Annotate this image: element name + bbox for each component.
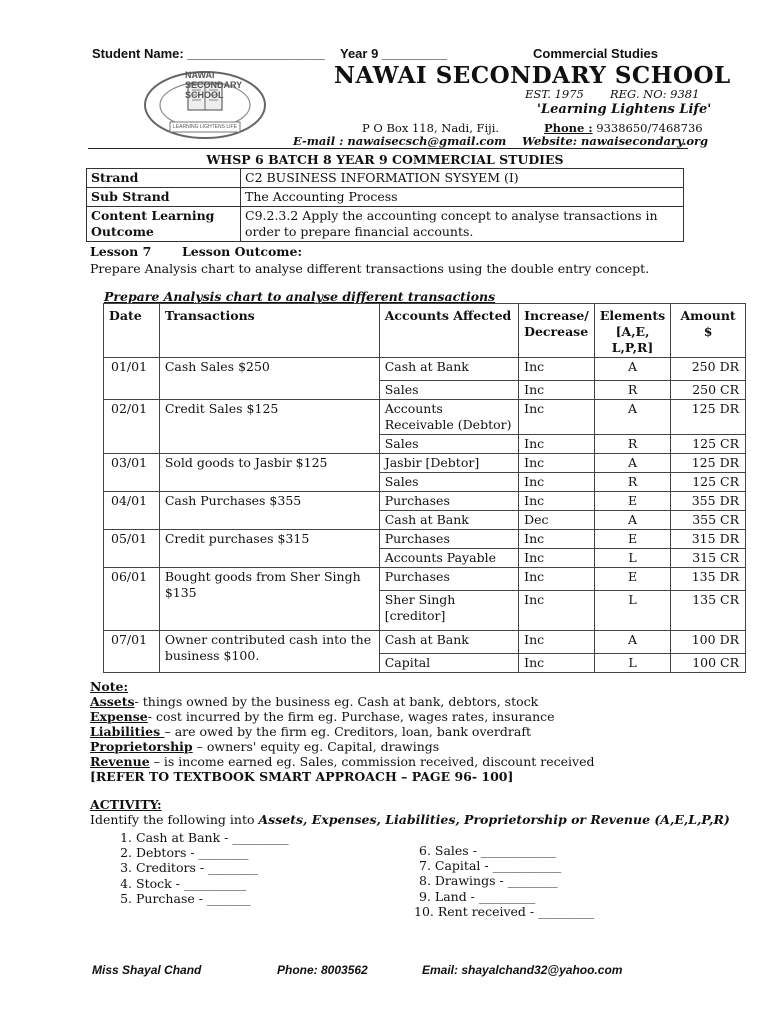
analysis-row bbox=[104, 454, 746, 473]
activity-item: 8. Drawings - ________ bbox=[419, 873, 558, 889]
school-phone: 9338650/7468736 bbox=[596, 121, 703, 135]
col-date: Date bbox=[104, 304, 160, 358]
activity-item: 6. Sales - ____________ bbox=[419, 843, 556, 858]
change-cell: Inc bbox=[519, 568, 595, 591]
change-cell: Inc bbox=[519, 435, 595, 454]
lesson-number: Lesson 7 bbox=[90, 244, 152, 259]
date-cell: 02/01 bbox=[104, 400, 160, 454]
activity-item: 1. Cash at Bank - _________ bbox=[136, 830, 289, 845]
activity-item: 7. Capital - ___________ bbox=[419, 858, 562, 874]
amount-cell: 315 CR bbox=[671, 549, 746, 568]
footer-phone: Phone: 8003562 bbox=[277, 963, 368, 977]
date-cell: 01/01 bbox=[104, 358, 160, 400]
page-title: WHSP 6 BATCH 8 YEAR 9 COMMERCIAL STUDIES bbox=[206, 152, 564, 167]
element-cell: L bbox=[594, 591, 670, 631]
info-row-outcome bbox=[87, 207, 684, 242]
activity-instruction bbox=[90, 812, 730, 827]
change-cell: Dec bbox=[519, 511, 595, 530]
analysis-header-row bbox=[104, 304, 746, 358]
analysis-row bbox=[104, 631, 746, 654]
element-cell: L bbox=[594, 549, 670, 568]
amount-cell: 355 DR bbox=[671, 492, 746, 511]
element-cell: R bbox=[594, 473, 670, 492]
amount-cell: 125 CR bbox=[671, 473, 746, 492]
activity-item: 9. Land - _________ bbox=[419, 888, 536, 904]
activity-item: 5. Purchase - _______ bbox=[136, 891, 289, 906]
account-cell: Capital bbox=[379, 654, 518, 673]
change-cell: Inc bbox=[519, 530, 595, 549]
subject-label: Commercial Studies bbox=[533, 46, 658, 61]
info-value: The Accounting Process bbox=[241, 188, 684, 207]
note-term: Assets bbox=[90, 694, 135, 709]
date-cell: 04/01 bbox=[104, 492, 160, 530]
account-cell: Purchases bbox=[379, 492, 518, 511]
activity-item: 2. Debtors - ________ bbox=[136, 845, 289, 860]
change-cell: Inc bbox=[519, 381, 595, 400]
reg-number: REG. NO: 9381 bbox=[610, 87, 700, 101]
amount-cell: 125 DR bbox=[671, 400, 746, 435]
info-key: Strand bbox=[87, 169, 241, 188]
change-cell: Inc bbox=[519, 654, 595, 673]
student-name-line: Student Name: ___________________ bbox=[92, 46, 325, 61]
analysis-row bbox=[104, 400, 746, 435]
change-cell: Inc bbox=[519, 358, 595, 381]
analysis-row bbox=[104, 530, 746, 549]
note-term: Expense bbox=[90, 709, 148, 724]
transaction-cell: Credit Sales $125 bbox=[159, 400, 379, 454]
account-cell: Jasbir [Debtor] bbox=[379, 454, 518, 473]
est-year: EST. 1975 bbox=[525, 87, 584, 101]
transaction-cell: Cash Purchases $355 bbox=[159, 492, 379, 530]
note-item-proprietorship bbox=[90, 739, 595, 754]
account-cell: Sales bbox=[379, 381, 518, 400]
activity-list-left bbox=[98, 830, 289, 906]
element-cell: R bbox=[594, 435, 670, 454]
info-row-strand bbox=[87, 169, 684, 188]
note-heading: Note: bbox=[90, 679, 129, 694]
col-amount: Amount $ bbox=[671, 304, 746, 358]
transaction-cell: Owner contributed cash into the business $100. bbox=[159, 631, 379, 673]
transaction-cell: Sold goods to Jasbir $125 bbox=[159, 454, 379, 492]
element-cell: E bbox=[594, 530, 670, 549]
transaction-cell: Bought goods from Sher Singh $135 bbox=[159, 568, 379, 631]
amount-cell: 250 DR bbox=[671, 358, 746, 381]
info-row-sub-strand bbox=[87, 188, 684, 207]
note-item-liabilities bbox=[90, 724, 595, 739]
footer-email: Email: shayalchand32@yahoo.com bbox=[422, 963, 623, 977]
element-cell: A bbox=[594, 400, 670, 435]
note-term: Liabilities bbox=[90, 724, 165, 739]
analysis-heading: Prepare Analysis chart to analyse different transactions bbox=[104, 289, 496, 304]
element-cell: A bbox=[594, 631, 670, 654]
school-name: NAWAI SECONDARY SCHOOL bbox=[334, 62, 731, 89]
instruction-prefix: Identify the following into bbox=[90, 812, 259, 827]
note-text: – owners' equity eg. Capital, drawings bbox=[192, 739, 440, 754]
note-text: – are owed by the firm eg. Creditors, loan, bank overdraft bbox=[164, 724, 531, 739]
element-cell: R bbox=[594, 381, 670, 400]
change-cell: Inc bbox=[519, 631, 595, 654]
change-cell: Inc bbox=[519, 591, 595, 631]
instruction-categories: Assets, Expenses, Liabilities, Proprietorship or Revenue (A,E,L,P,R) bbox=[258, 812, 730, 827]
school-logo bbox=[140, 68, 270, 140]
transaction-cell: Cash Sales $250 bbox=[159, 358, 379, 400]
account-cell: Cash at Bank bbox=[379, 358, 518, 381]
col-elements: Elements [A,E, L,P,R] bbox=[594, 304, 670, 358]
amount-cell: 355 CR bbox=[671, 511, 746, 530]
note-term: Proprietorship bbox=[90, 739, 193, 754]
change-cell: Inc bbox=[519, 473, 595, 492]
account-cell: Accounts Payable bbox=[379, 549, 518, 568]
account-cell: Cash at Bank bbox=[379, 511, 518, 530]
amount-cell: 135 CR bbox=[671, 591, 746, 631]
footer-teacher: Miss Shayal Chand bbox=[92, 963, 202, 977]
account-cell: Sales bbox=[379, 473, 518, 492]
analysis-table bbox=[103, 303, 746, 673]
element-cell: E bbox=[594, 568, 670, 591]
amount-cell: 315 DR bbox=[671, 530, 746, 549]
account-cell: Purchases bbox=[379, 568, 518, 591]
analysis-body bbox=[104, 358, 746, 673]
school-email: E-mail : nawaisecsch@gmail.com bbox=[293, 134, 507, 148]
activity-list-right bbox=[414, 843, 594, 919]
date-cell: 03/01 bbox=[104, 454, 160, 492]
note-term: Revenue bbox=[90, 754, 150, 769]
change-cell: Inc bbox=[519, 549, 595, 568]
date-cell: 07/01 bbox=[104, 631, 160, 673]
school-motto: 'Learning Lightens Life' bbox=[537, 102, 712, 117]
account-cell: Purchases bbox=[379, 530, 518, 549]
note-item-expense bbox=[90, 709, 595, 724]
transaction-cell: Credit purchases $315 bbox=[159, 530, 379, 568]
col-change: Increase/ Decrease bbox=[519, 304, 595, 358]
lesson-outcome-label: Lesson Outcome: bbox=[182, 244, 303, 259]
note-text: - cost incurred by the firm eg. Purchase, wages rates, insurance bbox=[147, 709, 555, 724]
amount-cell: 125 DR bbox=[671, 454, 746, 473]
col-transactions: Transactions bbox=[159, 304, 379, 358]
account-cell: Accounts Receivable (Debtor) bbox=[379, 400, 518, 435]
change-cell: Inc bbox=[519, 454, 595, 473]
header-divider bbox=[88, 148, 688, 149]
amount-cell: 100 DR bbox=[671, 631, 746, 654]
analysis-row bbox=[104, 568, 746, 591]
account-cell: Sher Singh [creditor] bbox=[379, 591, 518, 631]
phone-label: Phone : bbox=[544, 121, 593, 135]
info-table bbox=[86, 168, 684, 242]
textbook-reference: [REFER TO TEXTBOOK SMART APPROACH – PAGE 96- 100] bbox=[90, 769, 514, 784]
date-cell: 05/01 bbox=[104, 530, 160, 568]
element-cell: A bbox=[594, 454, 670, 473]
amount-cell: 125 CR bbox=[671, 435, 746, 454]
element-cell: A bbox=[594, 511, 670, 530]
analysis-row bbox=[104, 492, 746, 511]
logo-motto: LEARNING LIGHTENS LIFE bbox=[173, 124, 237, 130]
date-cell: 06/01 bbox=[104, 568, 160, 631]
info-key: Content Learning Outcome bbox=[87, 207, 241, 242]
year-line: Year 9 _________ bbox=[340, 46, 447, 61]
element-cell: E bbox=[594, 492, 670, 511]
element-cell: L bbox=[594, 654, 670, 673]
change-cell: Inc bbox=[519, 492, 595, 511]
school-website: Website: nawaisecondary.org bbox=[522, 134, 709, 148]
analysis-row bbox=[104, 358, 746, 381]
logo-text: NAWAI SECONDARY SCHOOL bbox=[185, 70, 243, 100]
note-item-revenue bbox=[90, 754, 595, 769]
account-cell: Cash at Bank bbox=[379, 631, 518, 654]
info-value: C9.2.3.2 Apply the accounting concept to analyse transactions in order to prepare financial accounts. bbox=[241, 207, 684, 242]
school-address: P O Box 118, Nadi, Fiji. bbox=[362, 121, 500, 135]
note-item-assets bbox=[90, 694, 595, 709]
activity-item: 10. Rent received - _________ bbox=[414, 903, 595, 919]
note-section bbox=[90, 679, 595, 784]
account-cell: Sales bbox=[379, 435, 518, 454]
element-cell: A bbox=[594, 358, 670, 381]
note-text: – is income earned eg. Sales, commission received, discount received bbox=[149, 754, 595, 769]
col-accounts: Accounts Affected bbox=[379, 304, 518, 358]
amount-cell: 100 CR bbox=[671, 654, 746, 673]
info-key: Sub Strand bbox=[87, 188, 241, 207]
note-text: - things owned by the business eg. Cash at bank, debtors, stock bbox=[134, 694, 539, 709]
lesson-outcome: Prepare Analysis chart to analyse different transactions using the double entry concept. bbox=[90, 261, 650, 276]
activity-item: 3. Creditors - ________ bbox=[136, 860, 289, 875]
change-cell: Inc bbox=[519, 400, 595, 435]
amount-cell: 250 CR bbox=[671, 381, 746, 400]
amount-cell: 135 DR bbox=[671, 568, 746, 591]
info-value: C2 BUSINESS INFORMATION SYSYEM (I) bbox=[241, 169, 684, 188]
activity-item: 4. Stock - __________ bbox=[136, 876, 289, 891]
activity-heading: ACTIVITY: bbox=[90, 797, 162, 812]
